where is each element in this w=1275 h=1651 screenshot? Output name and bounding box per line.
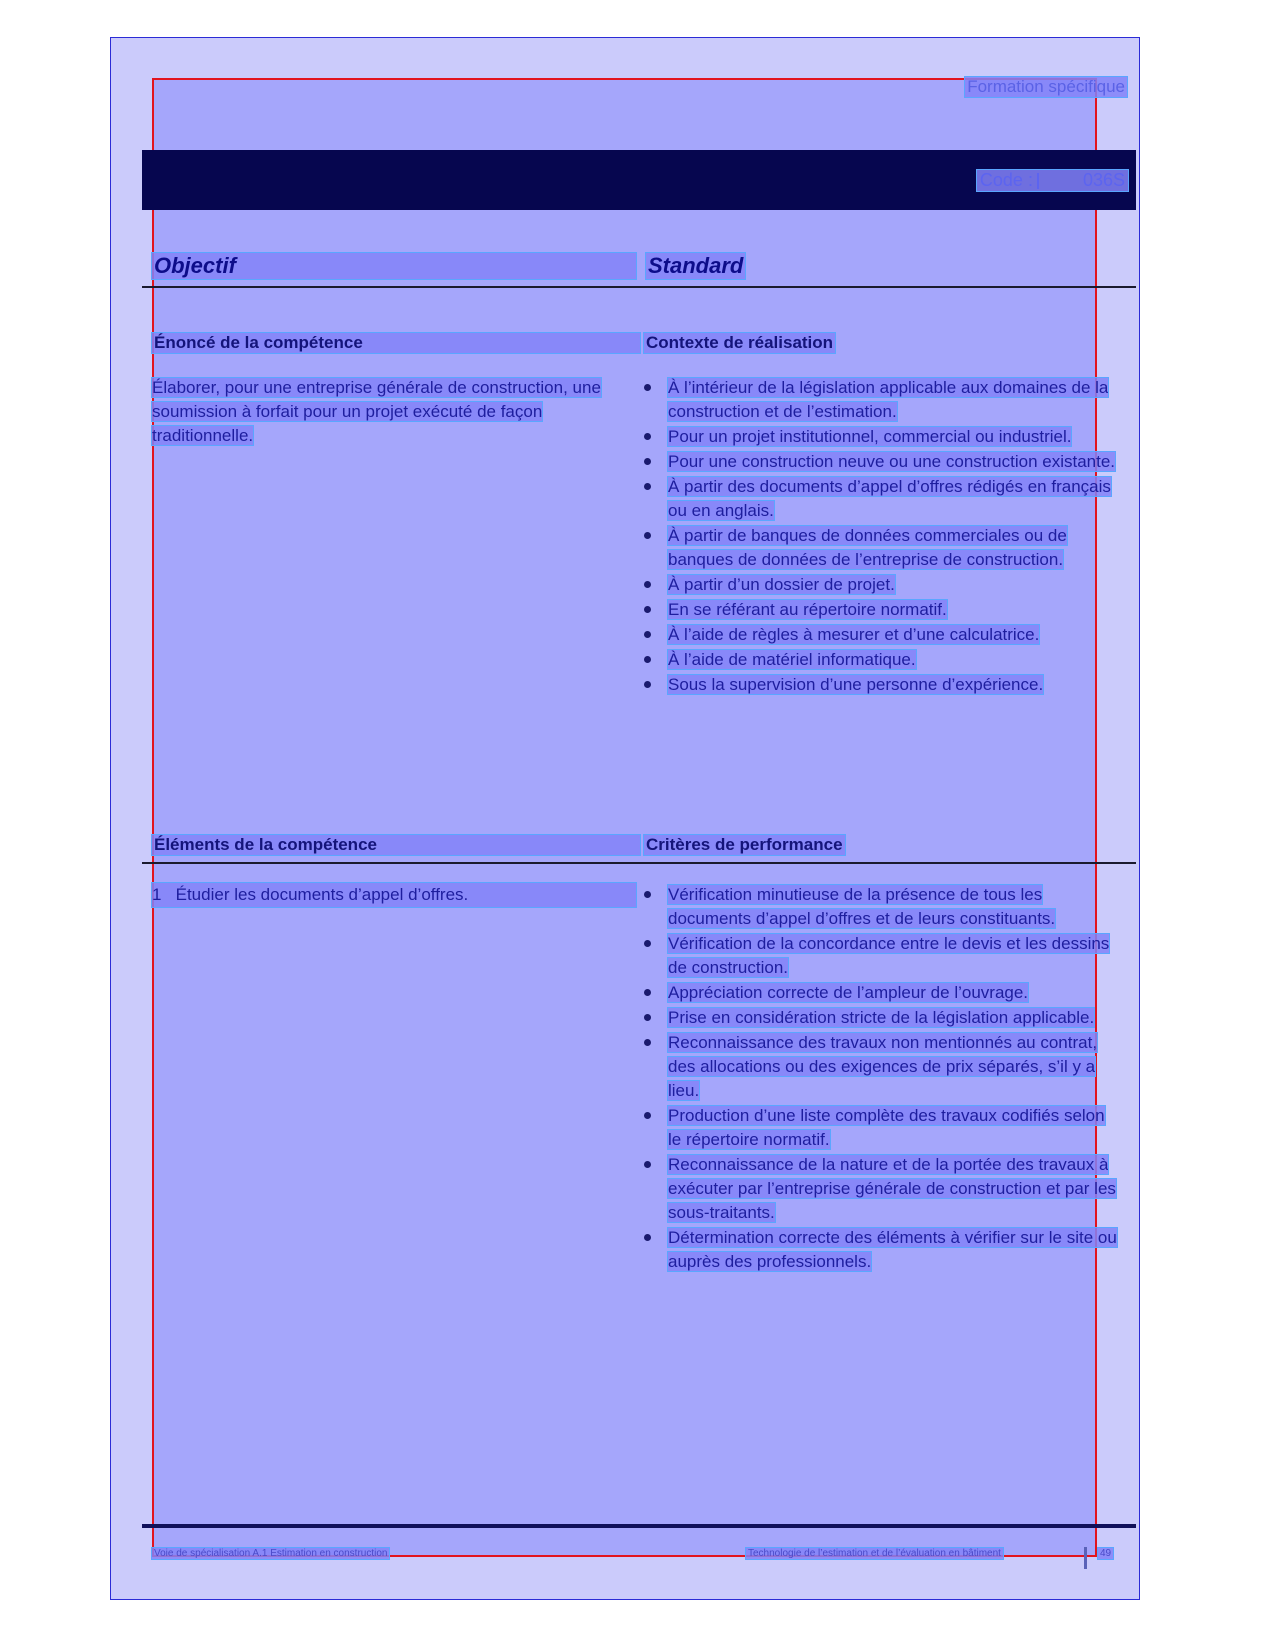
bullet-icon <box>644 1234 651 1241</box>
bullet-icon <box>644 681 651 688</box>
context-item: À l’aide de règles à mesurer et d’une calculatrice. <box>644 623 1122 647</box>
objective-title: Objectif <box>152 253 636 279</box>
criteria-item: Vérification minutieuse de la présence de tous les documents d’appel d’offres et de leurs constituants. <box>644 883 1122 931</box>
code-label: Code : <box>979 170 1033 190</box>
standard-title: Standard <box>648 253 744 278</box>
context-list <box>644 376 1122 698</box>
competence-elements-heading: Éléments de la compétence <box>152 835 640 855</box>
page-marker <box>1084 1547 1087 1569</box>
code-separator <box>1037 173 1079 189</box>
context-heading: Contexte de réalisation <box>646 333 834 352</box>
context-item: Pour un projet institutionnel, commercial ou industriel. <box>644 425 1122 449</box>
context-item: Pour une construction neuve ou une construction existante. <box>644 450 1122 474</box>
context-item: À partir d’un dossier de projet. <box>644 573 1122 597</box>
header-banner <box>142 150 1136 210</box>
performance-criteria-heading: Critères de performance <box>646 835 843 854</box>
context-item: Sous la supervision d’une personne d’expérience. <box>644 673 1122 697</box>
bullet-icon <box>644 989 651 996</box>
bullet-icon <box>644 532 651 539</box>
bullet-icon <box>644 581 651 588</box>
criteria-item: Reconnaissance des travaux non mentionnés au contrat, des allocations ou des exigences de prix séparés, s’il y a lieu. <box>644 1031 1122 1103</box>
bullet-icon <box>644 940 651 947</box>
bullet-icon <box>644 458 651 465</box>
criteria-list <box>644 883 1122 1275</box>
bullet-icon <box>644 384 651 391</box>
footer-left: Voie de spécialisation A.1 Estimation en construction <box>154 1548 388 1559</box>
context-item: En se référant au répertoire normatif. <box>644 598 1122 622</box>
context-item: À l’intérieur de la législation applicable aux domaines de la construction et de l’estimation. <box>644 376 1122 424</box>
bullet-icon <box>644 656 651 663</box>
criteria-item: Vérification de la concordance entre le devis et les dessins de construction. <box>644 932 1122 980</box>
bullet-icon <box>644 631 651 638</box>
competence-statement: Élaborer, pour une entreprise générale de construction, une soumission à forfait pour un projet exécuté de façon traditionnelle. <box>152 378 601 445</box>
competence-element-1: 1 Étudier les documents d’appel d’offres. <box>152 883 636 907</box>
context-item: À l’aide de matériel informatique. <box>644 648 1122 672</box>
context-item: À partir des documents d’appel d’offres rédigés en français ou en anglais. <box>644 475 1122 523</box>
content-frame <box>152 78 1097 1557</box>
criteria-item: Prise en considération stricte de la législation applicable. <box>644 1006 1122 1030</box>
bullet-icon <box>644 1039 651 1046</box>
footer-right: Technologie de l’estimation et de l’évaluation en bâtiment <box>748 1548 1001 1559</box>
section-rule-middle <box>142 862 1136 864</box>
page-number: 49 <box>1100 1548 1112 1559</box>
bullet-icon <box>644 483 651 490</box>
bullet-icon <box>644 1014 651 1021</box>
footer-rule <box>142 1524 1136 1528</box>
bullet-icon <box>644 1161 651 1168</box>
competence-statement-heading: Énoncé de la compétence <box>152 333 640 353</box>
criteria-item: Appréciation correcte de l’ampleur de l’ouvrage. <box>644 981 1122 1005</box>
code-value: 036S <box>1082 170 1125 190</box>
section-rule-top <box>142 286 1136 288</box>
bullet-icon <box>644 433 651 440</box>
criteria-item: Détermination correcte des éléments à vérifier sur le site ou auprès des professionnels. <box>644 1226 1122 1274</box>
code-box <box>977 170 1128 191</box>
criteria-item: Reconnaissance de la nature et de la portée des travaux à exécuter par l’entreprise générale de construction et par les sous-traitants. <box>644 1153 1122 1225</box>
context-item: À partir de banques de données commerciales ou de banques de données de l’entreprise de construction. <box>644 524 1122 572</box>
bullet-icon <box>644 606 651 613</box>
program-label: Formation spécifique <box>967 77 1125 96</box>
criteria-item: Production d’une liste complète des travaux codifiés selon le répertoire normatif. <box>644 1104 1122 1152</box>
bullet-icon <box>644 1112 651 1119</box>
bullet-icon <box>644 891 651 898</box>
